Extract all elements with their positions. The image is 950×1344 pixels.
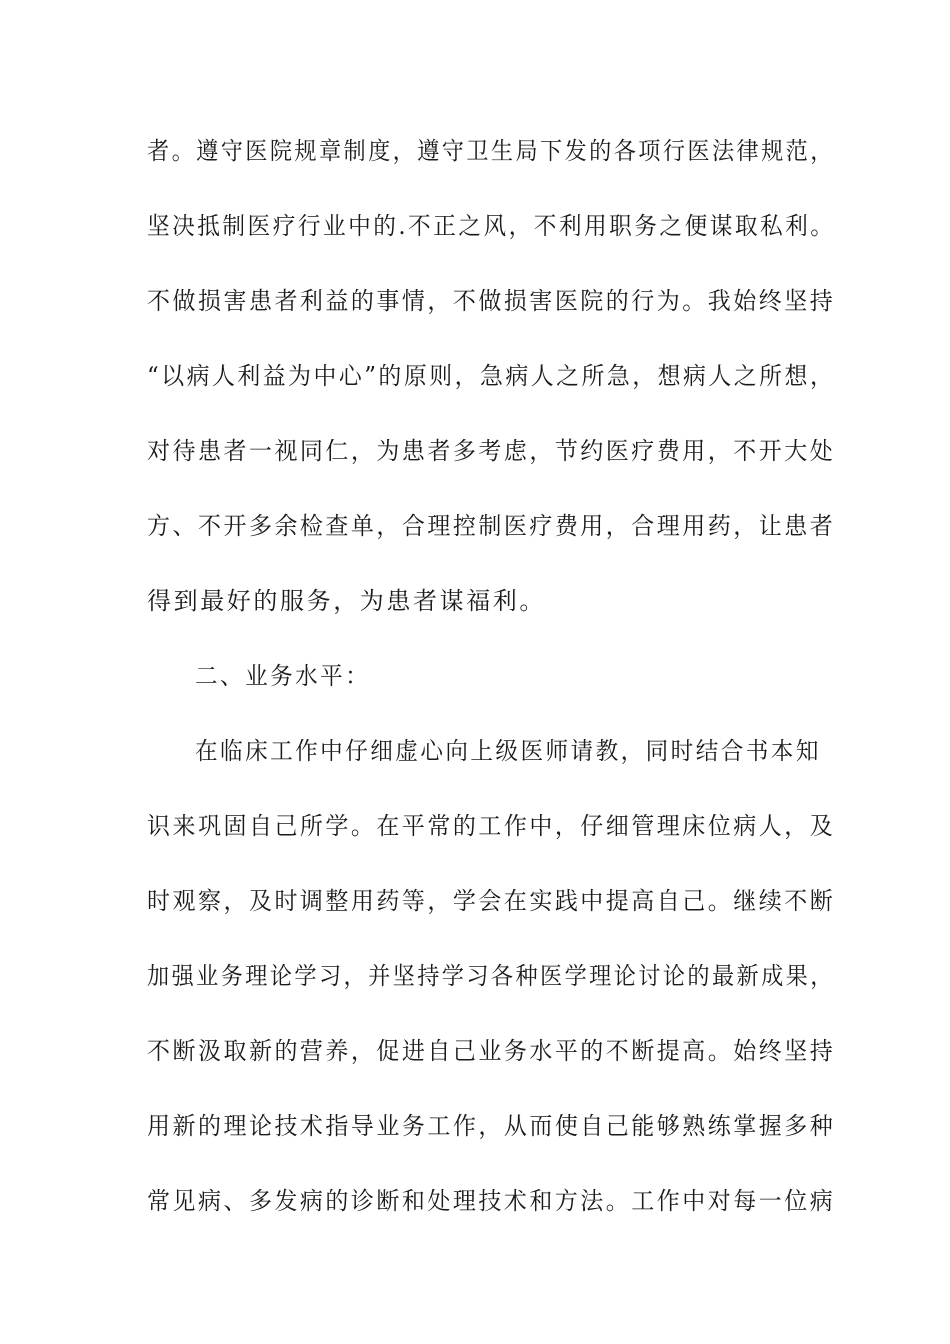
text-line: 方、不开多余检查单，合理控制医疗费用，合理用药，让患者	[147, 512, 836, 540]
text-line: 得到最好的服务，为患者谋福利。	[147, 587, 546, 615]
text-line: 加强业务理论学习，并坚持学习各种医学理论讨论的最新成果，	[147, 962, 835, 990]
text-line: “以病人利益为中心”的原则，急病人之所急，想病人之所想，	[147, 362, 836, 390]
text-line: 识来巩固自己所学。在平常的工作中，仔细管理床位病人，及	[147, 812, 836, 840]
text-line: 对待患者一视同仁，为患者多考虑，节约医疗费用，不开大处	[147, 437, 836, 465]
text-line: 在临床工作中仔细虚心向上级医师请教，同时结合书本知	[195, 737, 821, 765]
section-heading: 二、业务水平：	[195, 662, 371, 690]
text-line: 不做损害患者利益的事情，不做损害医院的行为。我始终坚持	[147, 287, 836, 315]
text-line: 者。遵守医院规章制度，遵守卫生局下发的各项行医法律规范，	[147, 137, 835, 165]
text-line: 时观察，及时调整用药等，学会在实践中提高自己。继续不断	[147, 887, 836, 915]
text-line: 常见病、多发病的诊断和处理技术和方法。工作中对每一位病	[147, 1187, 836, 1215]
text-line: 不断汲取新的营养，促进自己业务水平的不断提高。始终坚持	[147, 1037, 836, 1065]
text-line: 用新的理论技术指导业务工作，从而使自己能够熟练掌握多种	[147, 1112, 836, 1140]
text-line: 坚决抵制医疗行业中的.不正之风，不利用职务之便谋取私利。	[147, 212, 836, 240]
